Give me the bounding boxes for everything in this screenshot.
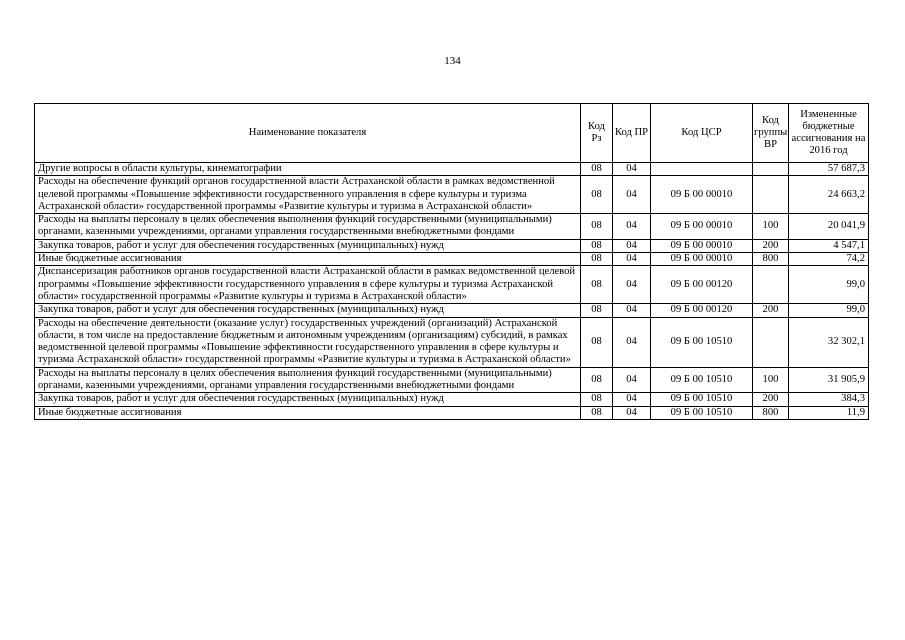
- cell-csr: 09 Б 00 10510: [651, 317, 753, 367]
- cell-vr: [753, 317, 789, 367]
- cell-amount: 11,9: [789, 406, 869, 419]
- cell-csr: 09 Б 00 00010: [651, 239, 753, 252]
- table-row: [35, 163, 869, 176]
- table-row: [35, 214, 869, 240]
- table-row: [35, 406, 869, 419]
- cell-name: Закупка товаров, работ и услуг для обеспечения государственных (муниципальных) нужд: [35, 239, 581, 252]
- cell-rz: 08: [581, 406, 613, 419]
- cell-csr: [651, 163, 753, 176]
- header-vr: Код группы ВР: [753, 104, 789, 163]
- cell-rz: 08: [581, 393, 613, 406]
- budget-table: [34, 103, 869, 420]
- table-row: [35, 239, 869, 252]
- cell-name: Иные бюджетные ассигнования: [35, 253, 581, 266]
- cell-pr: 04: [613, 239, 651, 252]
- cell-amount: 384,3: [789, 393, 869, 406]
- cell-csr: 09 Б 00 10510: [651, 367, 753, 393]
- table-row: [35, 304, 869, 317]
- cell-csr: 09 Б 00 00010: [651, 176, 753, 214]
- cell-amount: 31 905,9: [789, 367, 869, 393]
- cell-rz: 08: [581, 176, 613, 214]
- cell-name: Закупка товаров, работ и услуг для обеспечения государственных (муниципальных) нужд: [35, 393, 581, 406]
- cell-pr: 04: [613, 176, 651, 214]
- cell-rz: 08: [581, 266, 613, 304]
- page-number: 134: [444, 55, 461, 67]
- cell-vr: 800: [753, 406, 789, 419]
- cell-csr: 09 Б 00 00120: [651, 266, 753, 304]
- table-row: [35, 317, 869, 367]
- header-csr: Код ЦСР: [651, 104, 753, 163]
- table-row: [35, 176, 869, 214]
- cell-name: Расходы на выплаты персоналу в целях обеспечения выполнения функций государственными (муниципальными) органами, казенными учреждениями, органами управления государственными внебюджетными фондами: [35, 214, 581, 240]
- cell-csr: 09 Б 00 00010: [651, 253, 753, 266]
- cell-csr: 09 Б 00 10510: [651, 406, 753, 419]
- cell-name: Расходы на обеспечение деятельности (оказание услуг) государственных учреждений (организаций) Астраханской области, в том числе на предоставление бюджетным и автономным учреждениям (организациям) субсидий, в рамках ведомственной целевой программы «Повышение эффективности государственного управления в сфере культуры и туризма Астраханской области» государственной программы «Развитие культуры и туризма в Астраханской области»: [35, 317, 581, 367]
- cell-pr: 04: [613, 266, 651, 304]
- cell-csr: 09 Б 00 00010: [651, 214, 753, 240]
- cell-amount: 74,2: [789, 253, 869, 266]
- cell-rz: 08: [581, 317, 613, 367]
- cell-name: Другие вопросы в области культуры, кинематографии: [35, 163, 581, 176]
- cell-amount: 99,0: [789, 304, 869, 317]
- cell-amount: 24 663,2: [789, 176, 869, 214]
- cell-rz: 08: [581, 253, 613, 266]
- header-row: [35, 104, 869, 163]
- cell-vr: 100: [753, 214, 789, 240]
- cell-pr: 04: [613, 406, 651, 419]
- cell-pr: 04: [613, 163, 651, 176]
- cell-name: Диспансеризация работников органов государственной власти Астраханской области в рамках ведомственной целевой программы «Повышение эффективности государственного управления в сфере культуры и туризма Астраханской области» государственной программы «Развитие культуры и туризма в Астраханской области»: [35, 266, 581, 304]
- cell-pr: 04: [613, 214, 651, 240]
- cell-amount: 20 041,9: [789, 214, 869, 240]
- table-row: [35, 266, 869, 304]
- cell-vr: 200: [753, 393, 789, 406]
- cell-rz: 08: [581, 367, 613, 393]
- cell-vr: 800: [753, 253, 789, 266]
- cell-rz: 08: [581, 239, 613, 252]
- table-body: [35, 163, 869, 420]
- cell-rz: 08: [581, 214, 613, 240]
- cell-vr: 200: [753, 304, 789, 317]
- table-header: [35, 104, 869, 163]
- cell-name: Расходы на обеспечение функций органов государственной власти Астраханской области в рамках ведомственной целевой программы «Повышение эффективности государственного управления в сфере культуры и туризма Астраханской области» государственной программы «Развитие культуры и туризма в Астраханской области»: [35, 176, 581, 214]
- cell-name: Закупка товаров, работ и услуг для обеспечения государственных (муниципальных) нужд: [35, 304, 581, 317]
- cell-name: Иные бюджетные ассигнования: [35, 406, 581, 419]
- cell-pr: 04: [613, 317, 651, 367]
- cell-pr: 04: [613, 253, 651, 266]
- header-pr: Код ПР: [613, 104, 651, 163]
- cell-amount: 32 302,1: [789, 317, 869, 367]
- cell-pr: 04: [613, 393, 651, 406]
- cell-name: Расходы на выплаты персоналу в целях обеспечения выполнения функций государственными (муниципальными) органами, казенными учреждениями, органами управления государственными внебюджетными фондами: [35, 367, 581, 393]
- cell-vr: [753, 176, 789, 214]
- cell-pr: 04: [613, 304, 651, 317]
- cell-rz: 08: [581, 163, 613, 176]
- table-row: [35, 393, 869, 406]
- cell-vr: 100: [753, 367, 789, 393]
- cell-amount: 4 547,1: [789, 239, 869, 252]
- table-row: [35, 253, 869, 266]
- cell-csr: 09 Б 00 00120: [651, 304, 753, 317]
- header-rz: Код Рз: [581, 104, 613, 163]
- cell-amount: 99,0: [789, 266, 869, 304]
- table-row: [35, 367, 869, 393]
- header-name: Наименование показателя: [35, 104, 581, 163]
- cell-amount: 57 687,3: [789, 163, 869, 176]
- cell-vr: 200: [753, 239, 789, 252]
- cell-rz: 08: [581, 304, 613, 317]
- cell-csr: 09 Б 00 10510: [651, 393, 753, 406]
- header-amount: Измененные бюджетные ассигнования на 2016 год: [789, 104, 869, 163]
- cell-vr: [753, 163, 789, 176]
- cell-pr: 04: [613, 367, 651, 393]
- cell-vr: [753, 266, 789, 304]
